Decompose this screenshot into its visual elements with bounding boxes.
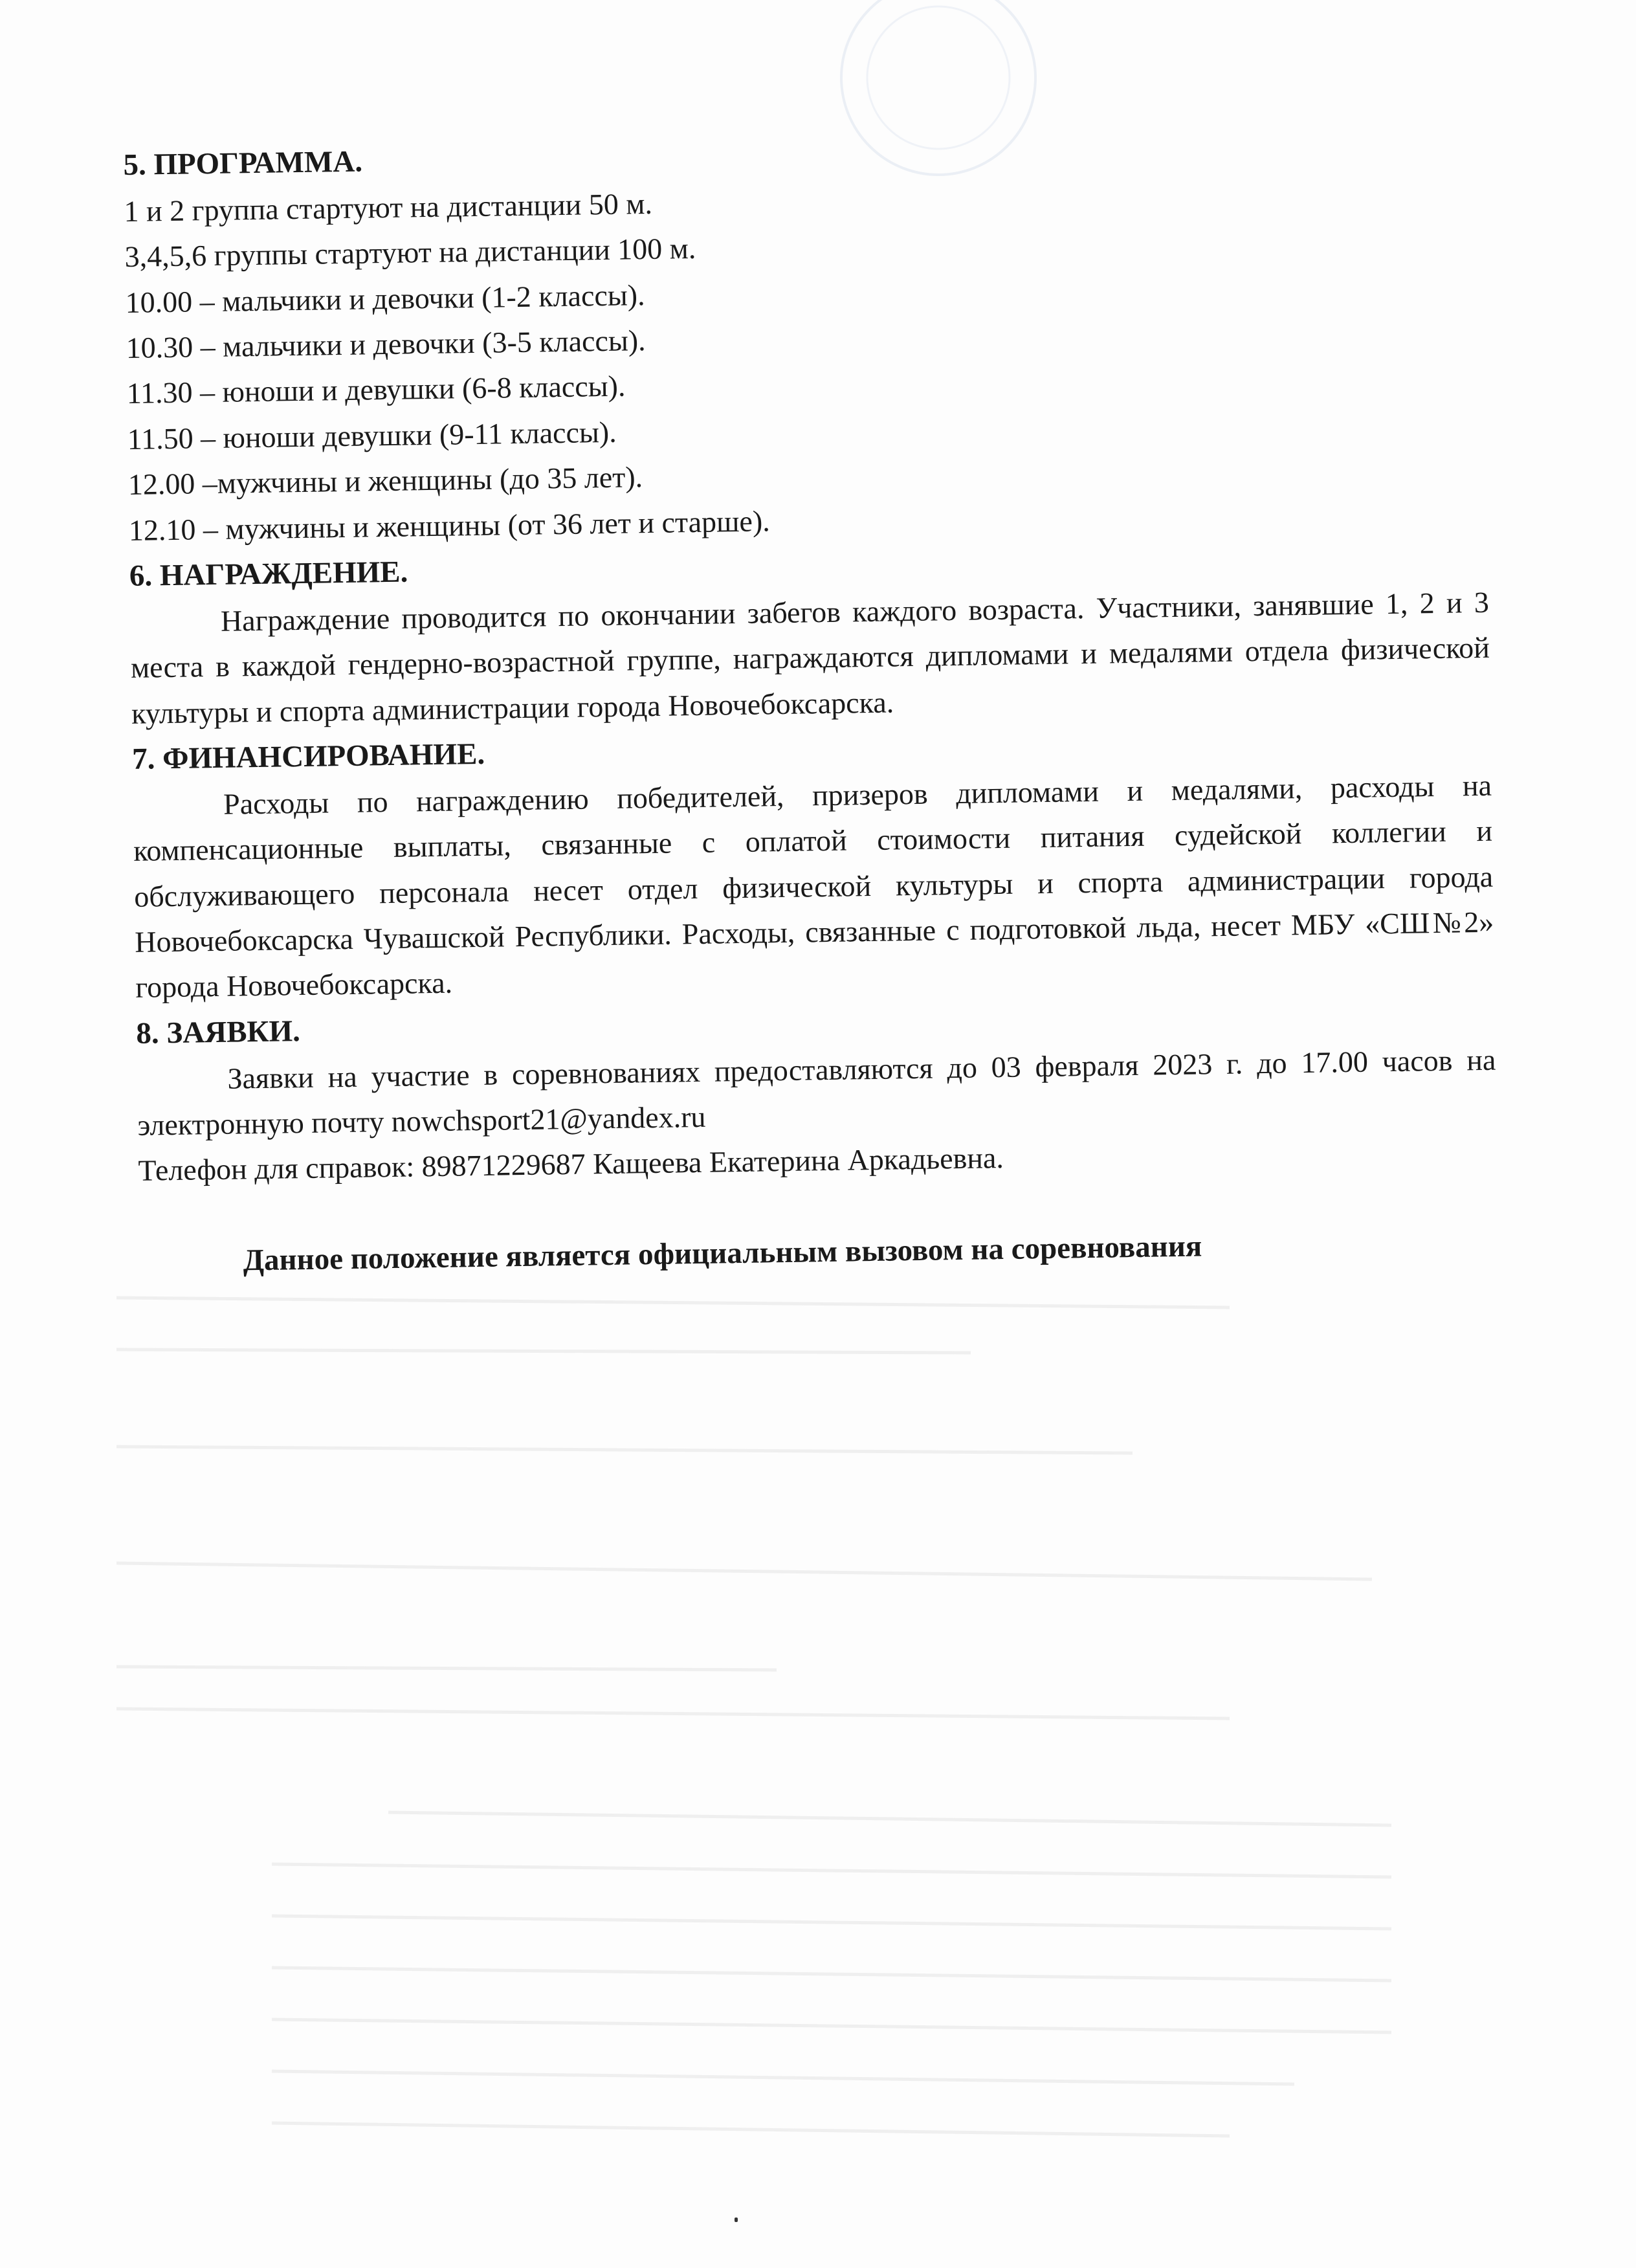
section-financing <box>132 717 1495 1011</box>
section-heading: 8. ЗАЯВКИ. <box>136 1014 301 1051</box>
section-heading: 7. ФИНАНСИРОВАНИЕ. <box>131 737 485 776</box>
closing-statement: Данное положение является официальным вызовом на соревнования <box>243 1229 1202 1278</box>
program-line: 3,4,5,6 группы стартуют на дистанции 100 м. <box>124 232 696 274</box>
applications-paragraph: Заявки на участие в соревнованиях предоставляются до 03 февраля 2023 г. до 17.00 часов на электронную почту nowchsport21@yandex.ru <box>137 1043 1496 1142</box>
section-awards <box>129 533 1490 737</box>
scan-speck <box>735 2218 738 2222</box>
section-applications <box>136 990 1498 1194</box>
program-line: 1 и 2 группа стартуют на дистанции 50 м. <box>124 186 653 228</box>
program-line: 12.10 – мужчины и женщины (от 36 лет и старше). <box>128 504 771 547</box>
program-line: 11.50 – юноши девушки (9-11 классы). <box>127 415 617 456</box>
section-heading: 6. НАГРАЖДЕНИЕ. <box>129 555 408 593</box>
phone-line: Телефон для справок: 89871229687 Кащеева Екатерина Аркадьевна. <box>138 1141 1004 1188</box>
program-line: 12.00 –мужчины и женщины (до 35 лет). <box>127 460 643 502</box>
program-line: 10.00 – мальчики и девочки (1-2 классы). <box>125 278 645 319</box>
document-body <box>123 122 1499 1286</box>
section-program <box>123 122 1488 553</box>
awards-paragraph: Награждение проводится по окончании забегов каждого возраста. Участники, занявшие 1, 2 и 3 места в каждой гендерно-возрастной группе, награждаются дипломами и медалями отдела физической культуры и спорта администрации города Новочебоксарска. <box>130 585 1490 730</box>
program-line: 11.30 – юноши и девушки (6-8 классы). <box>126 369 626 410</box>
section-heading: 5. ПРОГРАММА. <box>123 144 363 182</box>
program-line: 10.30 – мальчики и девочки (3-5 классы). <box>126 324 646 364</box>
financing-paragraph: Расходы по награждению победителей, призеров дипломами и медалями, расходы на компенсационные выплаты, связанные с оплатой стоимости питания судейской коллегии и обслуживающего персонала несет отдел физической культуры и спорта администрации города Новочебоксарска Чувашской Республики. Расходы, связанные с подготовкой льда, несет МБУ «СШ№2» города Новочебоксарска. <box>133 768 1494 1005</box>
